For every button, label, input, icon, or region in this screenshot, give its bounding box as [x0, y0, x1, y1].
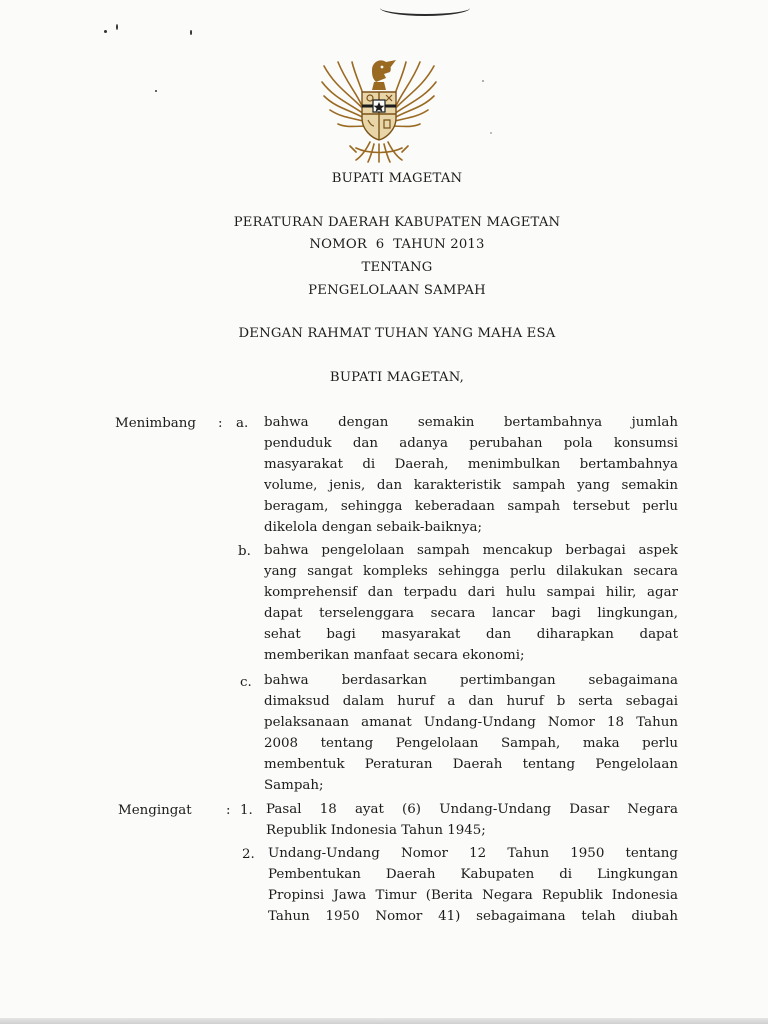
text-line: masyarakat di Daerah, menimbulkan bertambahnya: [264, 457, 678, 473]
regulation-about: TENTANG: [361, 260, 433, 275]
text-line: Undang-Undang Nomor 12 Tahun 1950 tentang: [268, 846, 678, 861]
text-line: beragam, sehingga keberadaan sampah tersebut perlu: [264, 499, 678, 515]
scan-speck: [116, 24, 118, 30]
text-line: Pasal 18 ayat (6) Undang-Undang Dasar Negara: [266, 802, 678, 817]
scan-speck: [155, 90, 157, 92]
menimbang-item-a-marker: a.: [236, 416, 249, 431]
text-line: 2008 tentang Pengelolaan Sampah, maka perlu: [264, 736, 678, 752]
text-line: bahwa berdasarkan pertimbangan sebagaimana: [264, 673, 678, 688]
menimbang-item-b: [264, 540, 678, 667]
scan-edge-mark: [380, 0, 470, 16]
mengingat-item-1-marker: 1.: [240, 803, 253, 818]
text-line: Tahun 1950 Nomor 41) sebagaimana telah diubah: [268, 909, 678, 925]
text-line: memberikan manfaat secara ekonomi;: [264, 648, 525, 664]
text-line: bahwa pengelolaan sampah mencakup berbagai aspek: [264, 543, 678, 558]
menimbang-colon: :: [218, 416, 223, 431]
issuer-heading: BUPATI MAGETAN: [331, 171, 463, 186]
mengingat-item-1: [266, 799, 678, 841]
mengingat-label: Mengingat: [118, 803, 192, 818]
scan-speck: [490, 132, 492, 134]
menimbang-label: Menimbang: [115, 416, 196, 431]
invocation: DENGAN RAHMAT TUHAN YANG MAHA ESA: [238, 326, 556, 341]
text-line: sehat bagi masyarakat dan diharapkan dapat: [264, 627, 678, 643]
garuda-pancasila-emblem: [316, 48, 442, 164]
text-line: Propinsi Jawa Timur (Berita Negara Republik Indonesia: [268, 888, 678, 904]
menimbang-item-b-marker: b.: [238, 544, 251, 559]
text-line: penduduk dan adanya perubahan pola konsumsi: [264, 436, 678, 452]
text-line: komprehensif dan terpadu dari hulu sampai hilir, agar: [264, 585, 678, 601]
text-line: volume, jenis, dan karakteristik sampah yang semakin: [264, 478, 678, 494]
mengingat-item-2-marker: 2.: [242, 847, 255, 862]
regulation-subject: PENGELOLAAN SAMPAH: [308, 283, 486, 298]
scan-speck: [190, 30, 192, 35]
mengingat-item-2: [268, 843, 678, 927]
mengingat-colon: :: [226, 803, 231, 818]
text-line: dikelola dengan sebaik-baiknya;: [264, 520, 482, 536]
text-line: dimaksud dalam huruf a dan huruf b serta sebagai: [264, 694, 678, 710]
text-line: Pembentukan Daerah Kabupaten di Lingkungan: [268, 867, 678, 883]
issuer-heading-comma: BUPATI MAGETAN,: [329, 370, 465, 385]
scan-speck: [482, 80, 484, 82]
text-line: Republik Indonesia Tahun 1945;: [266, 823, 486, 839]
text-line: Sampah;: [264, 778, 324, 794]
text-line: bahwa dengan semakin bertambahnya jumlah: [264, 415, 678, 430]
menimbang-item-c-marker: c.: [240, 675, 252, 690]
text-line: pelaksanaan amanat Undang-Undang Nomor 18 Tahun: [264, 715, 678, 731]
text-line: yang sangat kompleks sehingga perlu dilakukan secara: [264, 564, 678, 580]
scan-speck: [104, 30, 107, 33]
menimbang-item-a: [264, 412, 678, 539]
scan-bottom-edge: [0, 1018, 768, 1024]
text-line: membentuk Peraturan Daerah tentang Pengelolaan: [264, 757, 678, 773]
regulation-number: NOMOR 6 TAHUN 2013: [309, 237, 485, 252]
regulation-title: PERATURAN DAERAH KABUPATEN MAGETAN: [233, 215, 561, 230]
menimbang-item-c: [264, 670, 678, 797]
text-line: dapat terselenggara secara lancar bagi lingkungan,: [264, 606, 678, 622]
